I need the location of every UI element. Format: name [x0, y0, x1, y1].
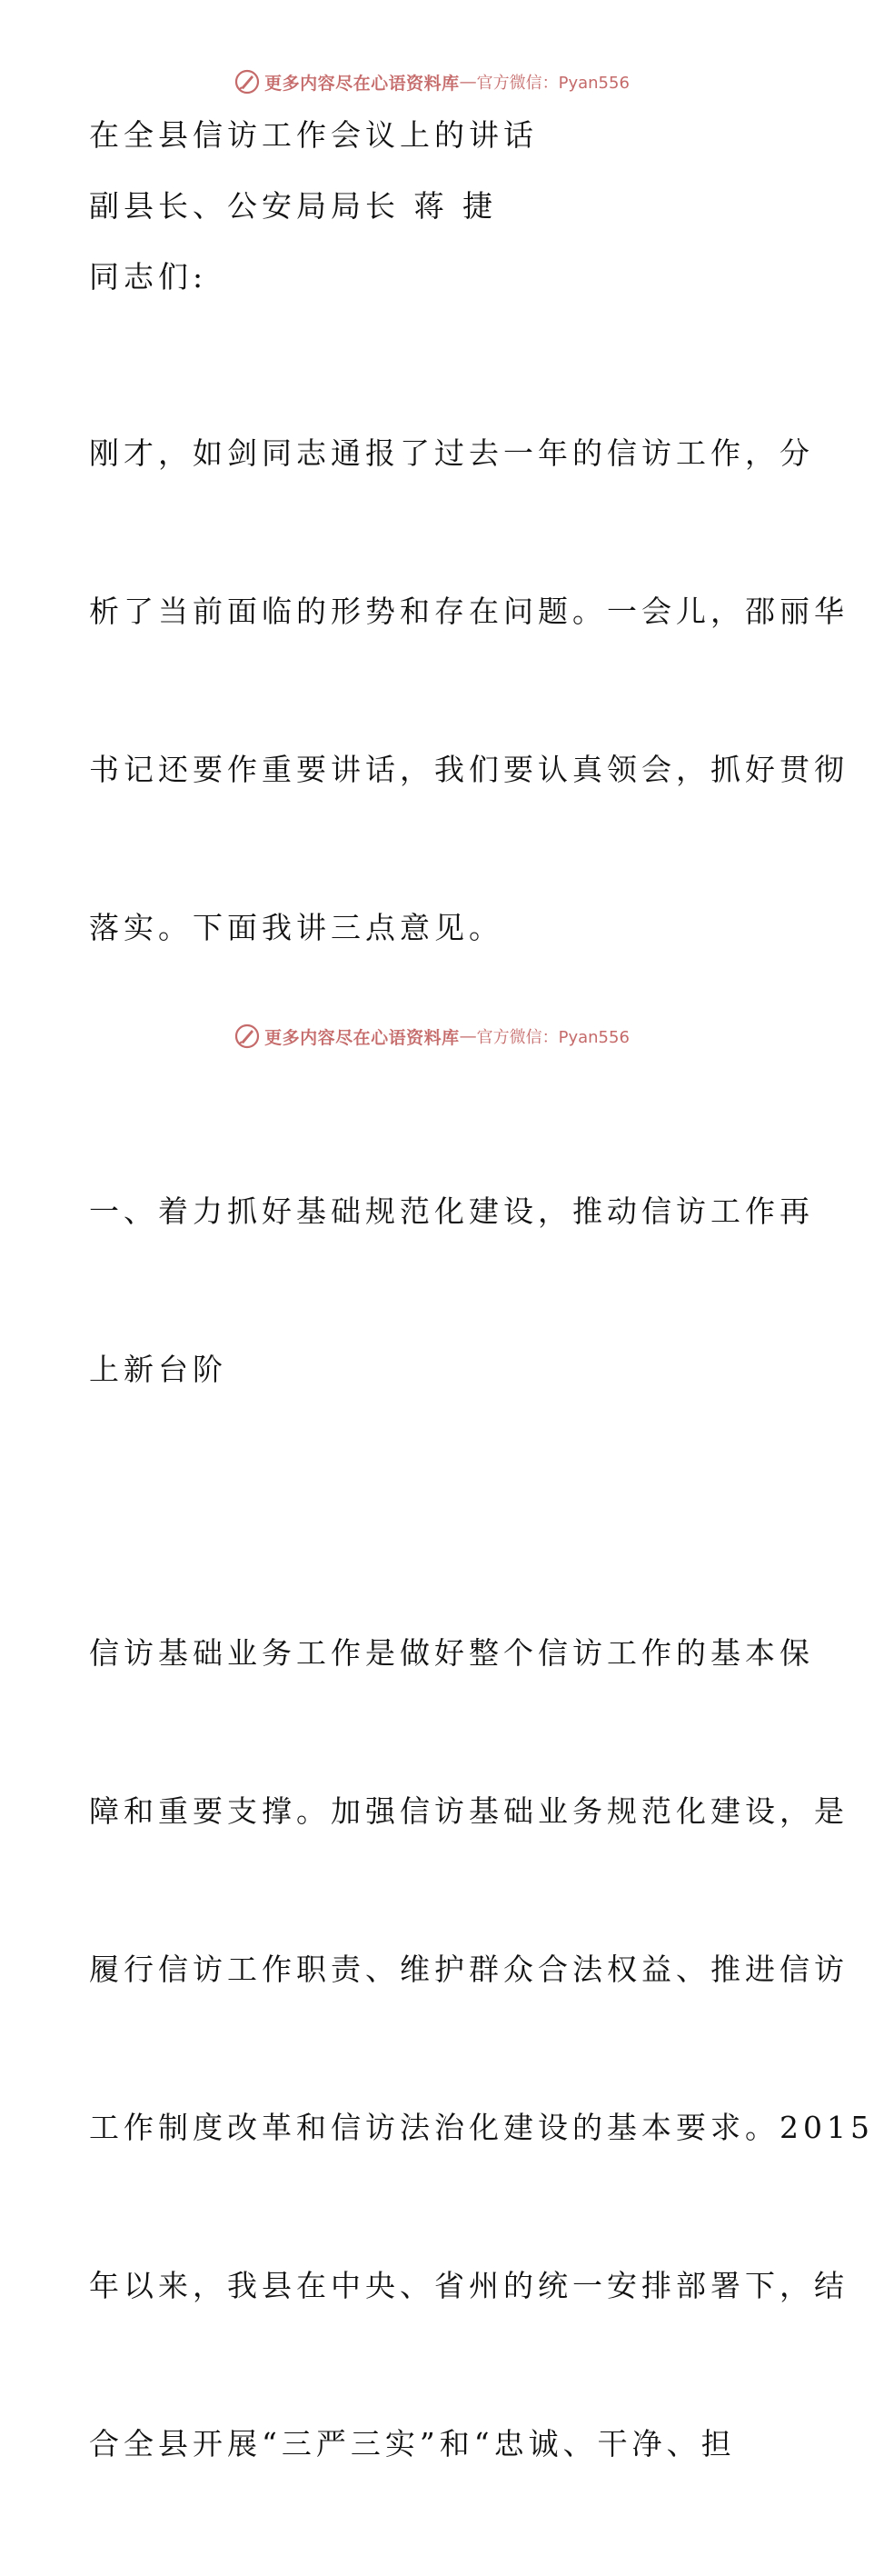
paragraph-line: 障和重要支撑。加强信访基础业务规范化建设，是	[89, 1793, 849, 1829]
footer-watermark	[0, 1020, 863, 1053]
heading-line: 一、着力抓好基础规范化建设，推动信访工作再	[89, 1193, 814, 1229]
paragraph-line: 落实。下面我讲三点意见。	[89, 910, 503, 945]
watermark-text: 更多内容尽在心语资料库	[264, 73, 460, 94]
section-heading-1	[89, 1080, 814, 1502]
paragraph-section-1	[89, 1522, 874, 2576]
heading-line: 上新台阶	[89, 1352, 227, 1387]
watermark-text: 更多内容尽在心语资料库	[264, 1027, 460, 1048]
paragraph-line: 信访基础业务工作是做好整个信访工作的基本保	[89, 1635, 814, 1671]
paragraph-line: 履行信访工作职责、维护群众合法权益、推进信访	[89, 1952, 849, 1987]
speaker-line: 副县长、公安局局长 蒋 捷	[89, 188, 497, 224]
paragraph-line: 书记还要作重要讲话，我们要认真领会，抓好贯彻	[89, 752, 849, 787]
document-title: 在全县信访工作会议上的讲话	[89, 117, 538, 153]
watermark-separator: —	[459, 1026, 477, 1046]
document-body	[89, 109, 874, 2576]
paragraph-intro	[89, 322, 849, 1060]
greeting-line: 同志们:	[89, 259, 208, 295]
header-watermark	[0, 65, 863, 98]
paragraph-line: 年以来，我县在中央、省州的统一安排部署下，结	[89, 2268, 849, 2303]
watermark-wechat: 官方微信：Pyan556	[476, 1028, 630, 1047]
paragraph-line: 刚才，如剑同志通报了过去一年的信访工作，分	[89, 435, 814, 471]
quill-logo-icon	[233, 1023, 261, 1050]
watermark-wechat: 官方微信：Pyan556	[476, 74, 630, 93]
quill-logo-icon	[233, 68, 261, 95]
watermark-separator: —	[459, 72, 477, 92]
paragraph-line: 合全县开展“三严三实”和“忠诚、干净、担	[89, 2426, 736, 2461]
paragraph-line: 析了当前面临的形势和存在问题。一会儿，邵丽华	[89, 594, 849, 629]
paragraph-line: 工作制度改革和信访法治化建设的基本要求。2015	[89, 2110, 874, 2145]
